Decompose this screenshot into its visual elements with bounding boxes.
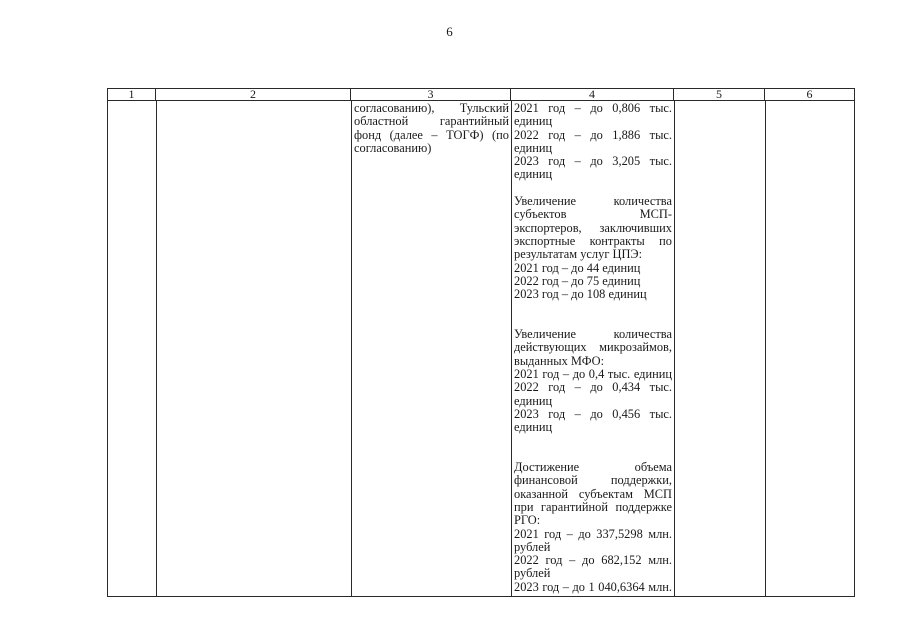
text-line: единиц [514,393,553,408]
blank-line [514,448,672,461]
text-line: 2022 год – до 682,152 млн. [514,553,672,568]
text-line: 2022 год – до 1,886 тыс. [514,127,672,142]
text-line: действующих микрозаймов, [514,340,672,355]
document-table [107,88,855,597]
blank-line [514,315,672,328]
header-col-4: 4 [511,89,674,100]
column-divider [674,100,675,596]
text-line: 2022 год – до 0,434 тыс. [514,380,672,395]
text-line: при гарантийной поддержке [514,499,672,514]
text-line: 2021 год – до 0,4 тыс. единиц [514,366,672,381]
header-col-2: 2 [156,89,351,100]
text-line: единиц [514,167,553,182]
text-line: областной гарантийный [354,114,509,129]
text-line: рублей [514,539,551,554]
text-line: субъектов МСП- [514,207,672,222]
blank-line [514,182,672,195]
text-line: экспортные контракты по [514,233,672,248]
blank-line [514,301,672,314]
text-line: экспортеров, заключивших [514,220,672,235]
page-number: 6 [446,24,453,39]
text-line: выданных МФО: [514,353,605,368]
text-line: рублей [514,566,551,581]
column-divider [765,100,766,596]
header-col-6: 6 [806,87,813,101]
column-divider [156,100,157,596]
text-line: 2023 год – до 108 единиц [514,287,647,302]
text-line: единиц [514,114,553,129]
column-divider [351,100,352,596]
cell-col-3 [354,102,509,155]
text-line: РГО: [514,513,541,528]
text-line: 2023 год – до 1 040,6364 млн. [514,579,672,594]
text-line: оказанной субъектам МСП [514,486,672,501]
text-line: согласованию) [354,140,432,155]
cell-col-4 [514,102,672,594]
text-line: 2023 год – до 0,456 тыс. [514,406,672,421]
header-col-5: 5 [674,89,765,100]
text-line: фонд (далее – ТОГФ) (по [354,127,509,142]
blank-line [514,434,672,447]
text-line: согласованию), Тульский [354,101,509,115]
text-line: 2021 год – до 0,806 тыс. [514,101,672,115]
header-col-3: 3 [351,89,511,100]
text-line: финансовой поддержки, [514,473,672,488]
text-line: 2021 год – до 44 единиц [514,260,641,275]
text-line: 2021 год – до 337,5298 млн. [514,526,672,541]
text-line: Увеличение количества [514,327,672,342]
text-line: единиц [514,420,553,435]
text-line: Увеличение количества [514,194,672,209]
text-line: 2023 год – до 3,205 тыс. [514,154,672,169]
table-header-row [108,89,854,101]
text-line: результатам услуг ЦПЭ: [514,247,643,262]
text-line: единиц [514,140,553,155]
header-col-1: 1 [108,89,156,100]
text-line: Достижение объема [514,460,672,475]
text-line: 2022 год – до 75 единиц [514,273,641,288]
column-divider [511,100,512,596]
